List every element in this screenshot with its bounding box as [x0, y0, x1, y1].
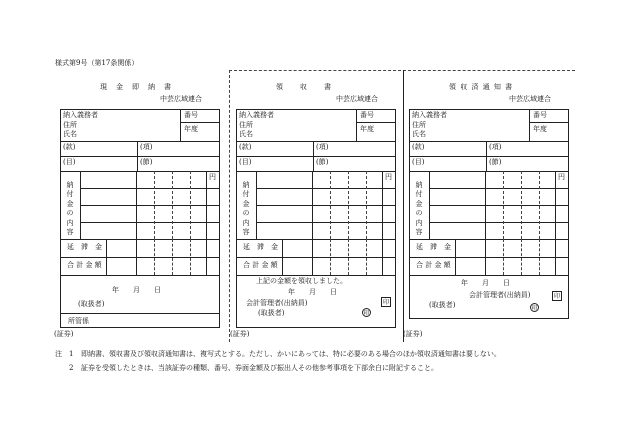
grid-dash-col	[539, 171, 540, 239]
total-label: 合 計 金 額	[416, 261, 451, 269]
amount-label-char: 金	[415, 199, 423, 208]
grid-row	[429, 171, 569, 172]
yen-label: 円	[209, 173, 216, 181]
amount-label-char: 金	[242, 199, 250, 208]
row-line	[409, 275, 569, 276]
handler-label: (取扱者)	[78, 300, 105, 308]
panel-title: 現 金 即 納 書	[100, 83, 172, 91]
total-label: 合 計 金 額	[243, 261, 278, 269]
grid-col	[382, 171, 383, 239]
manager-label: 会計管理者(出納員)	[469, 291, 531, 299]
number-underline	[356, 122, 396, 123]
name-label: 氏名	[239, 130, 253, 138]
seal-box: 印	[553, 293, 560, 300]
grid-dash-col	[503, 171, 504, 239]
moku-label: (目)	[63, 158, 76, 166]
cut-line-1	[229, 70, 230, 342]
address-label: 住所	[239, 121, 253, 129]
amount-label-char: 納	[66, 181, 74, 189]
moku-label: (目)	[412, 158, 425, 166]
grid-row	[80, 222, 220, 223]
delay-label: 延 滞 金	[67, 243, 102, 251]
info-divider	[180, 109, 181, 141]
grid-row	[429, 222, 569, 223]
info-divider	[356, 109, 357, 141]
note-2-text: 証券を受領したときは、当該証券の種類、番号、券面金額及び振出人その他参考事項を下部余白に附記すること。	[81, 364, 438, 372]
amount-content-label	[66, 181, 74, 237]
row-line	[236, 257, 396, 258]
setsu-label: (節)	[140, 158, 153, 166]
note-1-num: 1	[69, 350, 74, 358]
top-dashed-line	[229, 70, 575, 71]
handler-label: (取扱者)	[258, 309, 285, 317]
kan-label: (款)	[412, 143, 425, 151]
grid-row	[80, 188, 220, 189]
number-label: 番号	[360, 111, 374, 119]
grid-row	[429, 188, 569, 189]
panel-title: 領 収 書	[276, 83, 332, 91]
number-underline	[529, 122, 569, 123]
grid-col	[312, 171, 313, 239]
row-line	[60, 156, 220, 157]
org-name: 中芸広域連合	[509, 95, 551, 103]
name-label: 氏名	[412, 130, 426, 138]
kou-label: (項)	[316, 143, 329, 151]
seal-circle: 印	[363, 310, 370, 317]
row-line	[60, 275, 220, 276]
row-line	[409, 257, 569, 258]
amount-label-char: 内	[242, 218, 250, 227]
name-label: 氏名	[63, 130, 77, 138]
delay-label: 延 滞 金	[416, 243, 451, 251]
notes-label: 注	[55, 350, 62, 358]
row-line	[60, 313, 220, 314]
amount-content-label	[415, 181, 423, 237]
received-text: 上記の金額を領収しました。	[256, 277, 347, 285]
grid-row	[256, 171, 396, 172]
row-line	[60, 141, 220, 142]
grid-col	[485, 171, 486, 239]
total-label: 合 計 金 額	[67, 261, 102, 269]
amount-label-char: の	[415, 209, 423, 218]
grid-dash-col	[521, 171, 522, 239]
amount-label-char: 付	[242, 190, 250, 199]
delay-label: 延 滞 金	[243, 243, 278, 251]
manager-label: 会計管理者(出納員)	[246, 299, 308, 307]
grid-row	[256, 188, 396, 189]
date-label: 年 月 日	[461, 279, 510, 287]
address-label: 住所	[63, 121, 77, 129]
row-line	[409, 141, 569, 142]
info-divider	[529, 109, 530, 141]
kou-label: (項)	[140, 143, 153, 151]
amount-label-char: 容	[242, 228, 250, 237]
stub-label: (証券)	[230, 330, 250, 338]
panel-title: 領 収 済 通 知 書	[449, 83, 514, 91]
grid-row	[80, 205, 220, 206]
row-line	[236, 141, 396, 142]
year-label: 年度	[533, 125, 547, 133]
amount-label-char: 内	[415, 218, 423, 227]
row-line	[236, 275, 396, 276]
grid-col	[555, 171, 556, 239]
amount-label-char: の	[242, 209, 250, 218]
yen-label: 円	[558, 173, 565, 181]
address-label: 住所	[412, 121, 426, 129]
grid-row	[256, 205, 396, 206]
amount-label-char: 納	[415, 181, 423, 189]
grid-dash-col	[154, 171, 155, 239]
grid-col	[206, 171, 207, 239]
amount-label-char: 金	[66, 199, 74, 208]
note-2-num: 2	[69, 364, 74, 372]
date-label: 年 月 日	[112, 286, 161, 294]
office-label: 所管係	[68, 317, 89, 325]
row-line	[60, 257, 220, 258]
handler-label: (取扱者)	[429, 301, 456, 309]
amount-label-char: 付	[415, 190, 423, 199]
kou-label: (項)	[489, 143, 502, 151]
grid-dash-col	[330, 171, 331, 239]
number-label: 番号	[533, 111, 547, 119]
payer-label: 納入義務者	[239, 111, 274, 119]
amount-label-char: 容	[66, 228, 74, 237]
moku-label: (目)	[239, 158, 252, 166]
amount-label-char: 容	[415, 228, 423, 237]
row-line	[60, 239, 220, 240]
year-label: 年度	[360, 125, 374, 133]
amount-label-char: の	[66, 209, 74, 218]
grid-row	[80, 171, 220, 172]
note-1-text: 即納書、領収書及び領収済通知書は、複写式とする。ただし、かいにあっては、特に必要のある場合のほか領収済通知書は要しない。	[81, 350, 501, 358]
setsu-label: (節)	[489, 158, 502, 166]
seal-box: 印	[382, 299, 389, 306]
setsu-label: (節)	[316, 158, 329, 166]
grid-dash-col	[348, 171, 349, 239]
grid-col	[136, 171, 137, 239]
row-line	[409, 156, 569, 157]
stub-label: (証券)	[54, 330, 74, 338]
amount-label-char: 納	[242, 181, 250, 189]
row-line	[236, 156, 396, 157]
kan-label: (款)	[63, 143, 76, 151]
amount-label-char: 内	[66, 218, 74, 227]
number-label: 番号	[184, 111, 198, 119]
amount-content-label	[242, 181, 250, 237]
seal-circle: 印	[531, 305, 538, 312]
year-label: 年度	[184, 125, 198, 133]
org-name: 中芸広域連合	[160, 95, 202, 103]
grid-row	[429, 205, 569, 206]
grid-dash-col	[190, 171, 191, 239]
payer-label: 納入義務者	[63, 111, 98, 119]
date-label: 年 月 日	[288, 288, 337, 296]
grid-dash-col	[366, 171, 367, 239]
row-line	[236, 239, 396, 240]
org-name: 中芸広域連合	[336, 95, 378, 103]
grid-row	[256, 222, 396, 223]
payer-label: 納入義務者	[412, 111, 447, 119]
amount-label-char: 付	[66, 190, 74, 199]
form-number: 様式第9号（第17条関係）	[55, 59, 139, 67]
yen-label: 円	[385, 173, 392, 181]
row-line	[409, 239, 569, 240]
divider-2	[403, 70, 404, 342]
stub-label: (証券)	[403, 330, 423, 338]
grid-dash-col	[172, 171, 173, 239]
number-underline	[180, 122, 220, 123]
kan-label: (款)	[239, 143, 252, 151]
